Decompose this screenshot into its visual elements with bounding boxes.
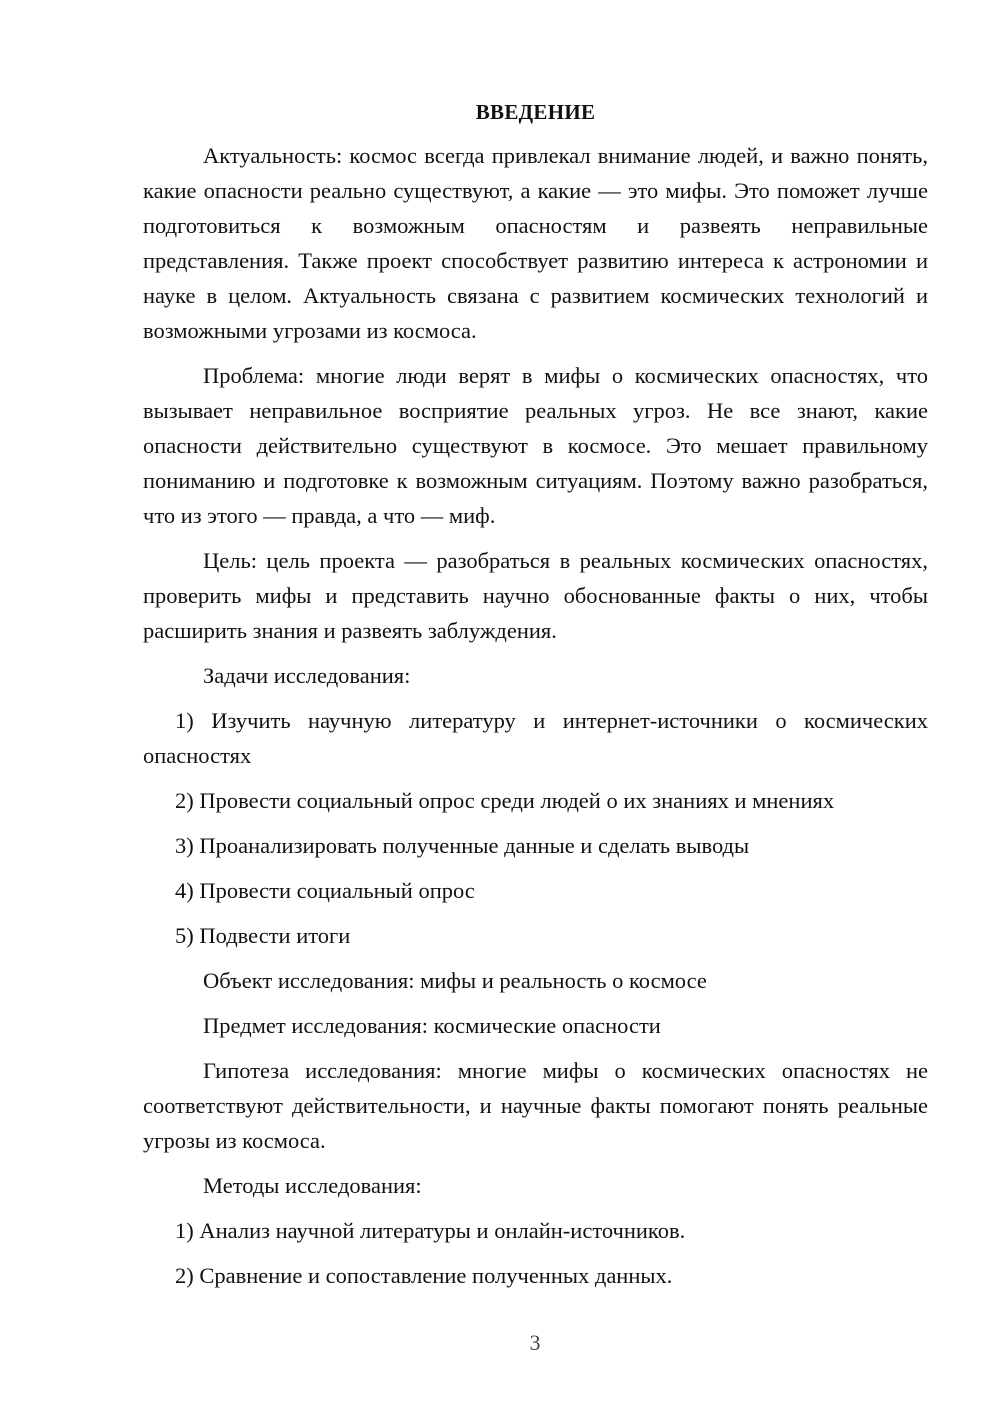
research-object: Объект исследования: мифы и реальность о космосе bbox=[203, 968, 707, 993]
task-item: 3) Проанализировать полученные данные и сделать выводы bbox=[175, 833, 750, 858]
research-subject: Предмет исследования: космические опасности bbox=[203, 1013, 661, 1038]
method-item: 2) Сравнение и сопоставление полученных данных. bbox=[175, 1263, 673, 1288]
task-item: 5) Подвести итоги bbox=[175, 923, 351, 948]
method-item: 1) Анализ научной литературы и онлайн-источников. bbox=[175, 1218, 686, 1243]
goal-paragraph: Цель: цель проекта — разобраться в реальных космических опасностях, проверить мифы и представить научно обоснованные факты о них, чтобы расширить знания и развеять заблуждения. bbox=[143, 548, 928, 643]
page-content bbox=[143, 96, 928, 1303]
task-item: 4) Провести социальный опрос bbox=[175, 878, 475, 903]
problem-paragraph: Проблема: многие люди верят в мифы о космических опасностях, что вызывает неправильное восприятие реальных угроз. Не все знают, какие опасности действительно существуют в космосе. Это мешает правильному пониманию и подготовке к возможным ситуациям. Поэтому важно разобраться, что из этого — правда, а что — миф. bbox=[143, 363, 928, 528]
relevance-paragraph: Актуальность: космос всегда привлекал внимание людей, и важно понять, какие опасности реально существуют, а какие — это мифы. Это поможет лучше подготовиться к возможным опасностям и развеять неправильные представления. Также проект способствует развитию интереса к астрономии и науке в целом. Актуальность связана с развитием космических технологий и возможными угрозами из космоса. bbox=[143, 143, 928, 343]
task-item: 2) Провести социальный опрос среди людей о их знаниях и мнениях bbox=[175, 788, 835, 813]
methods-heading: Методы исследования: bbox=[203, 1173, 422, 1198]
task-item: 1) Изучить научную литературу и интернет-источники о космических опасностях bbox=[143, 708, 928, 768]
section-title: ВВЕДЕНИЕ bbox=[475, 100, 596, 124]
tasks-heading: Задачи исследования: bbox=[203, 663, 411, 688]
page-number: 3 bbox=[529, 1330, 541, 1355]
hypothesis-paragraph: Гипотеза исследования: многие мифы о космических опасностях не соответствуют действительности, и научные факты помогают понять реальные угрозы из космоса. bbox=[143, 1058, 928, 1153]
